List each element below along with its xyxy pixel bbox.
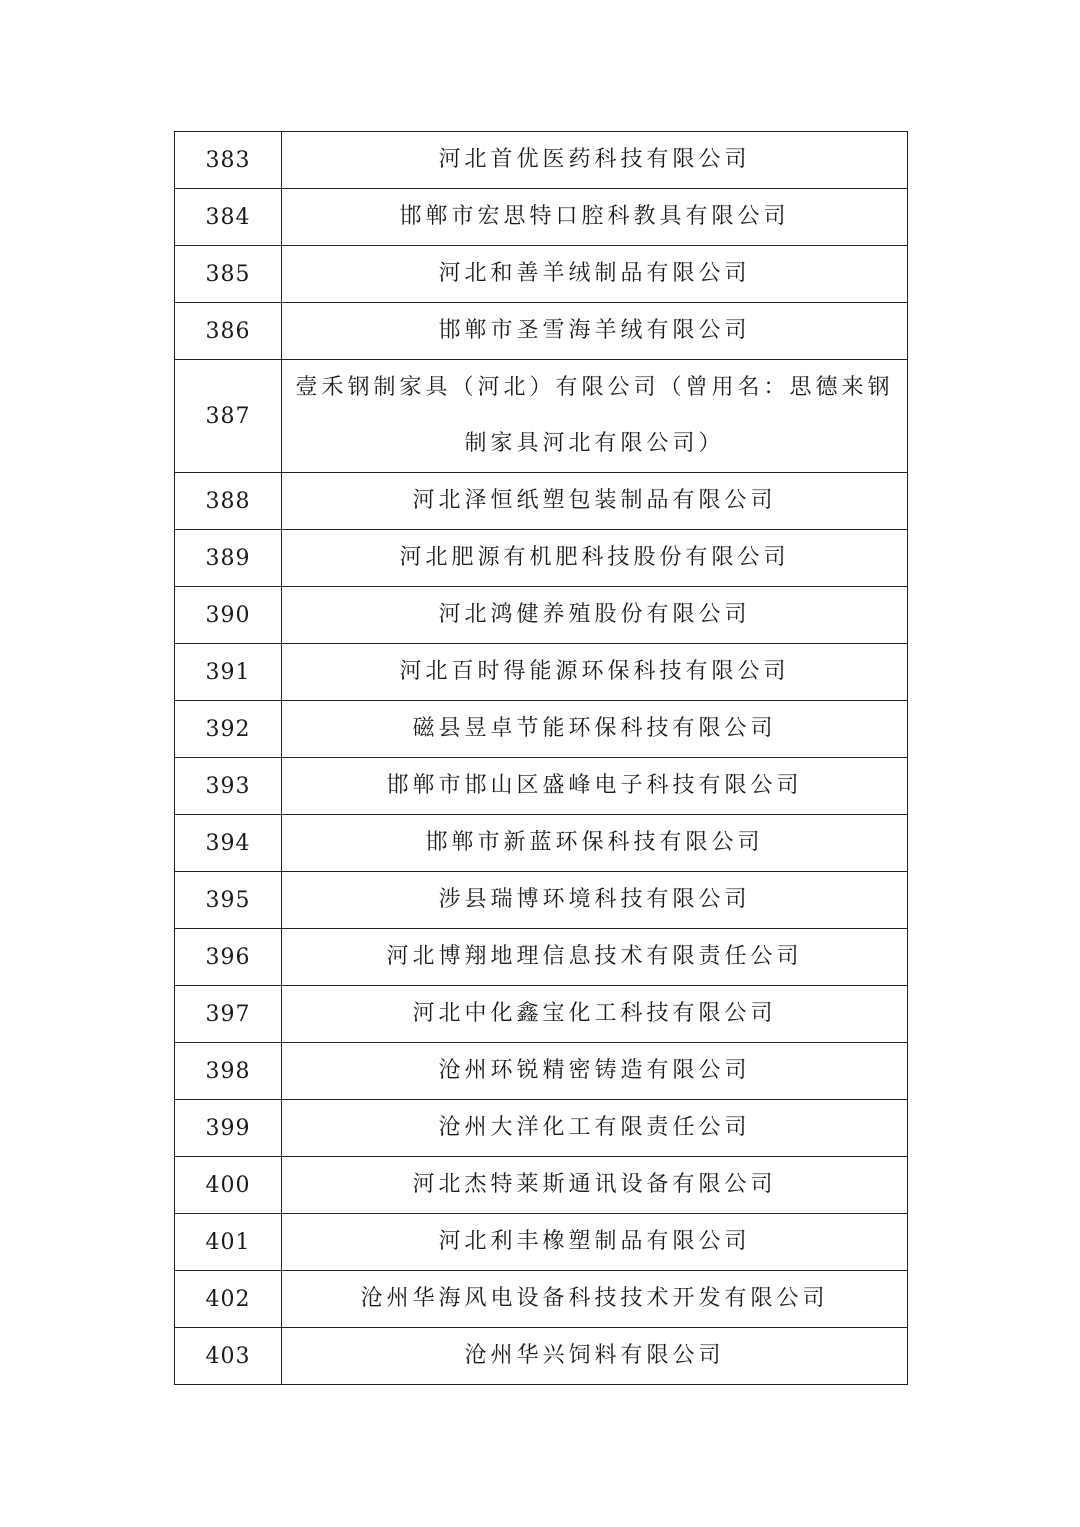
company-name-cell: [282, 360, 908, 473]
company-name-cell: [282, 872, 908, 929]
company-name-cell: [282, 929, 908, 986]
row-number: 403: [175, 1328, 282, 1385]
company-name-cell: [282, 246, 908, 303]
company-name: 沧州环锐精密铸造有限公司: [438, 1058, 751, 1083]
company-name-cell: [282, 1100, 908, 1157]
company-name: 河北和善羊绒制品有限公司: [438, 261, 751, 286]
table-row: [175, 189, 908, 246]
company-name: 河北鸿健养殖股份有限公司: [438, 602, 751, 627]
company-name: 河北利丰橡塑制品有限公司: [438, 1229, 751, 1254]
table-row: [175, 246, 908, 303]
company-name-cell: [282, 587, 908, 644]
row-number: 401: [175, 1214, 282, 1271]
table-row: [175, 1157, 908, 1214]
table-row: [175, 1328, 908, 1385]
company-name: 壹禾钢制家具（河北）有限公司（曾用名：思德来钢制家具河北有限公司）: [295, 375, 894, 456]
row-number: 398: [175, 1043, 282, 1100]
row-number: 388: [175, 473, 282, 530]
company-name: 河北中化鑫宝化工科技有限公司: [412, 1001, 777, 1026]
company-name-cell: [282, 132, 908, 189]
row-number: 395: [175, 872, 282, 929]
company-name: 河北博翔地理信息技术有限责任公司: [386, 944, 803, 969]
row-number: 386: [175, 303, 282, 360]
company-name: 磁县昱卓节能环保科技有限公司: [412, 716, 777, 741]
company-name: 邯郸市新蓝环保科技有限公司: [425, 830, 764, 855]
company-name-cell: [282, 530, 908, 587]
row-number: 402: [175, 1271, 282, 1328]
company-name-cell: [282, 1214, 908, 1271]
company-name: 沧州华兴饲料有限公司: [464, 1343, 725, 1368]
company-name-cell: [282, 758, 908, 815]
row-number: 384: [175, 189, 282, 246]
company-name-cell: [282, 1157, 908, 1214]
row-number: 399: [175, 1100, 282, 1157]
company-name-cell: [282, 1043, 908, 1100]
table-row: [175, 1100, 908, 1157]
table-row: [175, 929, 908, 986]
row-number: 387: [175, 360, 282, 473]
table-row: [175, 587, 908, 644]
company-name-cell: [282, 303, 908, 360]
table-row: [175, 1043, 908, 1100]
company-name: 沧州大洋化工有限责任公司: [438, 1115, 751, 1140]
table-row: [175, 872, 908, 929]
company-name: 邯郸市圣雪海羊绒有限公司: [438, 318, 751, 343]
company-name: 河北首优医药科技有限公司: [438, 147, 751, 172]
row-number: 385: [175, 246, 282, 303]
table-row: [175, 1271, 908, 1328]
row-number: 400: [175, 1157, 282, 1214]
company-name: 邯郸市宏思特口腔科教具有限公司: [399, 204, 790, 229]
company-name-cell: [282, 701, 908, 758]
row-number: 390: [175, 587, 282, 644]
table-row: [175, 132, 908, 189]
row-number: 389: [175, 530, 282, 587]
table-row: [175, 1214, 908, 1271]
document-page: [174, 131, 908, 1385]
row-number: 397: [175, 986, 282, 1043]
row-number: 383: [175, 132, 282, 189]
company-name: 河北百时得能源环保科技有限公司: [399, 659, 790, 684]
company-name: 沧州华海风电设备科技技术开发有限公司: [360, 1286, 829, 1311]
company-name: 河北杰特莱斯通讯设备有限公司: [412, 1172, 777, 1197]
company-name-cell: [282, 986, 908, 1043]
table-row: [175, 303, 908, 360]
company-name: 涉县瑞博环境科技有限公司: [438, 887, 751, 912]
company-name-cell: [282, 189, 908, 246]
table-row: [175, 815, 908, 872]
row-number: 392: [175, 701, 282, 758]
table-row: [175, 758, 908, 815]
table-row: [175, 360, 908, 473]
company-name: 邯郸市邯山区盛峰电子科技有限公司: [386, 773, 803, 798]
company-name: 河北肥源有机肥科技股份有限公司: [399, 545, 790, 570]
row-number: 391: [175, 644, 282, 701]
company-name: 河北泽恒纸塑包装制品有限公司: [412, 488, 777, 513]
company-name-cell: [282, 1328, 908, 1385]
table-row: [175, 530, 908, 587]
row-number: 394: [175, 815, 282, 872]
company-name-cell: [282, 1271, 908, 1328]
table-row: [175, 473, 908, 530]
company-list-table: [174, 131, 908, 1385]
company-name-cell: [282, 815, 908, 872]
company-name-cell: [282, 644, 908, 701]
row-number: 396: [175, 929, 282, 986]
table-row: [175, 644, 908, 701]
row-number: 393: [175, 758, 282, 815]
table-row: [175, 701, 908, 758]
table-row: [175, 986, 908, 1043]
company-name-cell: [282, 473, 908, 530]
